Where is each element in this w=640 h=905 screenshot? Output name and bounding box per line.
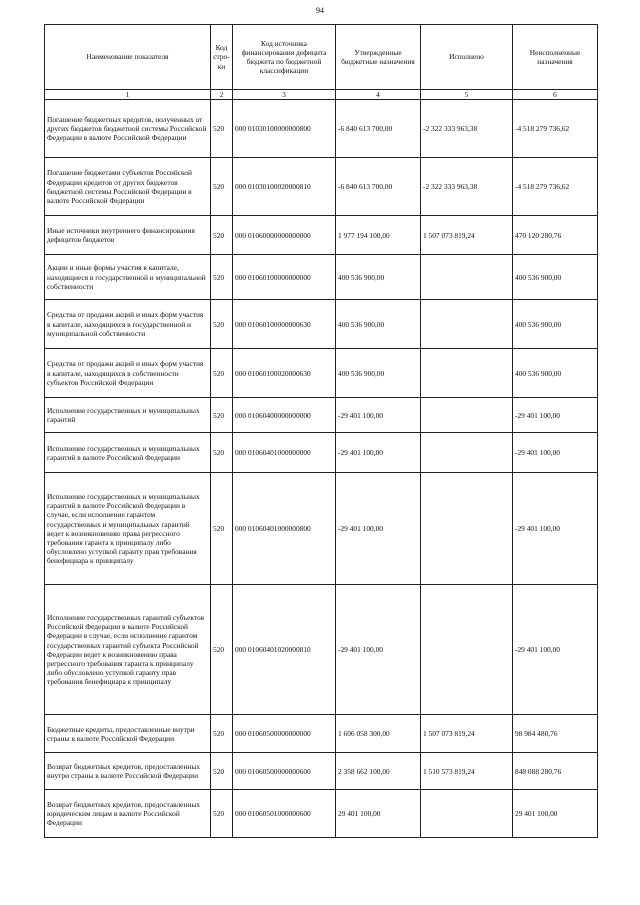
row-code: 520	[211, 216, 233, 255]
table-row	[45, 790, 598, 838]
row-code: 520	[211, 300, 233, 349]
row-code: 520	[211, 433, 233, 473]
row-approved: 400 536 900,00	[336, 349, 421, 398]
row-name: Исполнение государственных и муниципальных гарантий	[45, 398, 211, 433]
row-name: Возврат бюджетных кредитов, предоставленных юридическим лицам в валюте Российской Федерации	[45, 790, 211, 838]
row-unexecuted: 400 536 900,00	[513, 349, 598, 398]
row-name: Иные источники внутреннего финансирования дефицитов бюджетов	[45, 216, 211, 255]
column-number: 2	[211, 90, 233, 100]
row-source-code: 000 01060401020000810	[233, 585, 336, 715]
row-unexecuted: -29 401 100,00	[513, 433, 598, 473]
table-row	[45, 158, 598, 216]
row-unexecuted: -29 401 100,00	[513, 473, 598, 585]
row-executed	[421, 398, 513, 433]
row-code: 520	[211, 753, 233, 790]
row-code: 520	[211, 100, 233, 158]
column-number: 3	[233, 90, 336, 100]
table-row	[45, 216, 598, 255]
row-code: 520	[211, 790, 233, 838]
table-row	[45, 100, 598, 158]
row-code: 520	[211, 255, 233, 300]
row-name: Средства от продажи акций и иных форм участия в капитале, находящихся в государственной и муниципальной собственности	[45, 300, 211, 349]
row-approved: -29 401 100,00	[336, 585, 421, 715]
page-number: 94	[316, 6, 324, 15]
header-approved: Утвержденные бюджетные назначения	[336, 25, 421, 90]
row-source-code: 000 01060000000000000	[233, 216, 336, 255]
header-unexecuted: Неисполненные назначения	[513, 25, 598, 90]
row-unexecuted: 470 120 280,76	[513, 216, 598, 255]
row-unexecuted: -4 518 279 736,62	[513, 100, 598, 158]
row-unexecuted: 400 536 900,00	[513, 300, 598, 349]
row-code: 520	[211, 715, 233, 753]
row-source-code: 000 01060400000000000	[233, 398, 336, 433]
row-name: Акции и иные формы участия в капитале, находящиеся в государственной и муниципальной собственности	[45, 255, 211, 300]
row-source-code: 000 01060401000000000	[233, 433, 336, 473]
row-approved: 400 536 900,00	[336, 300, 421, 349]
row-code: 520	[211, 398, 233, 433]
table-row	[45, 753, 598, 790]
row-source-code: 000 01030100020000810	[233, 158, 336, 216]
row-unexecuted: 848 088 280,76	[513, 753, 598, 790]
row-source-code: 000 01060501000000600	[233, 790, 336, 838]
row-executed	[421, 790, 513, 838]
header-source-code: Код источника финансирования дефицита бюджета по бюджетной классификации	[233, 25, 336, 90]
table-row	[45, 715, 598, 753]
row-executed	[421, 473, 513, 585]
row-unexecuted: -29 401 100,00	[513, 398, 598, 433]
row-approved: 2 358 662 100,00	[336, 753, 421, 790]
row-unexecuted: -29 401 100,00	[513, 585, 598, 715]
header-executed: Исполнено	[421, 25, 513, 90]
header-indicator-name: Наименование показателя	[45, 25, 211, 90]
table-row	[45, 255, 598, 300]
row-source-code: 000 01060100020000630	[233, 349, 336, 398]
row-executed: 1 507 073 819,24	[421, 216, 513, 255]
row-approved: -29 401 100,00	[336, 398, 421, 433]
row-name: Погашение бюджетами субъектов Российской Федерации кредитов от других бюджетов бюджетной системы Российской Федерации в валюте Российской Федерации	[45, 158, 211, 216]
row-approved: -6 840 613 700,00	[336, 158, 421, 216]
row-executed	[421, 300, 513, 349]
row-approved: -29 401 100,00	[336, 433, 421, 473]
table-row	[45, 585, 598, 715]
row-unexecuted: 29 401 100,00	[513, 790, 598, 838]
row-name: Возврат бюджетных кредитов, предоставленных внутри страны в валюте Российской Федерации	[45, 753, 211, 790]
table-row	[45, 300, 598, 349]
row-executed: -2 322 333 963,38	[421, 158, 513, 216]
column-number: 4	[336, 90, 421, 100]
row-code: 520	[211, 158, 233, 216]
row-executed	[421, 433, 513, 473]
row-name: Погашение бюджетных кредитов, полученных от других бюджетов бюджетной системы Российской Федерации в валюте Российской Федерации	[45, 100, 211, 158]
row-executed	[421, 349, 513, 398]
row-source-code: 000 01060401000000800	[233, 473, 336, 585]
row-source-code: 000 01060100000000000	[233, 255, 336, 300]
column-number: 6	[513, 90, 598, 100]
row-code: 520	[211, 473, 233, 585]
table-row	[45, 398, 598, 433]
table-row	[45, 433, 598, 473]
row-code: 520	[211, 349, 233, 398]
table-header-row	[45, 25, 598, 90]
row-code: 520	[211, 585, 233, 715]
row-source-code: 000 01060100000000630	[233, 300, 336, 349]
row-approved: -6 840 613 700,00	[336, 100, 421, 158]
row-executed	[421, 585, 513, 715]
row-source-code: 000 01030100000000800	[233, 100, 336, 158]
row-approved: 1 606 058 300,00	[336, 715, 421, 753]
row-executed: -2 322 333 963,38	[421, 100, 513, 158]
table-row	[45, 473, 598, 585]
row-executed: 1 510 573 819,24	[421, 753, 513, 790]
row-approved: 29 401 100,00	[336, 790, 421, 838]
table-row	[45, 349, 598, 398]
row-name: Бюджетные кредиты, предоставленные внутри страны в валюте Российской Федерации	[45, 715, 211, 753]
row-approved: 1 977 194 100,00	[336, 216, 421, 255]
row-name: Исполнение государственных гарантий субъектов Российской Федерации в валюте Российской Федерации в случае, если исполнение гарантом государственных гарантий субъекта Российской Федерации ведет к возникновению права регрессного требования гаранта к принципалу либо обусловлено уступкой гаранту прав требования бенефициара к принципалу	[45, 585, 211, 715]
row-unexecuted: -4 518 279 736,62	[513, 158, 598, 216]
row-unexecuted: 400 536 900,00	[513, 255, 598, 300]
row-source-code: 000 01060500000000600	[233, 753, 336, 790]
header-line-code: Код стро-ки	[211, 25, 233, 90]
row-unexecuted: 98 984 480,76	[513, 715, 598, 753]
row-source-code: 000 01060500000000000	[233, 715, 336, 753]
row-name: Исполнение государственных и муниципальных гарантий в валюте Российской Федерации	[45, 433, 211, 473]
row-name: Исполнение государственных и муниципальных гарантий в валюте Российской Федерации в случае, если исполнение гарантом государственных и муниципальных гарантий ведет к возникновению права регрессного требования гаранта к принципалу либо обусловлено уступкой гаранту прав требования бенефициара к принципалу	[45, 473, 211, 585]
row-executed	[421, 255, 513, 300]
column-number-row	[45, 90, 598, 100]
row-approved: 400 536 900,00	[336, 255, 421, 300]
financing-sources-table	[44, 24, 598, 838]
row-name: Средства от продажи акций и иных форм участия в капитале, находящихся в собственности субъектов Российской Федерации	[45, 349, 211, 398]
column-number: 1	[45, 90, 211, 100]
column-number: 5	[421, 90, 513, 100]
row-approved: -29 401 100,00	[336, 473, 421, 585]
row-executed: 1 507 073 819,24	[421, 715, 513, 753]
